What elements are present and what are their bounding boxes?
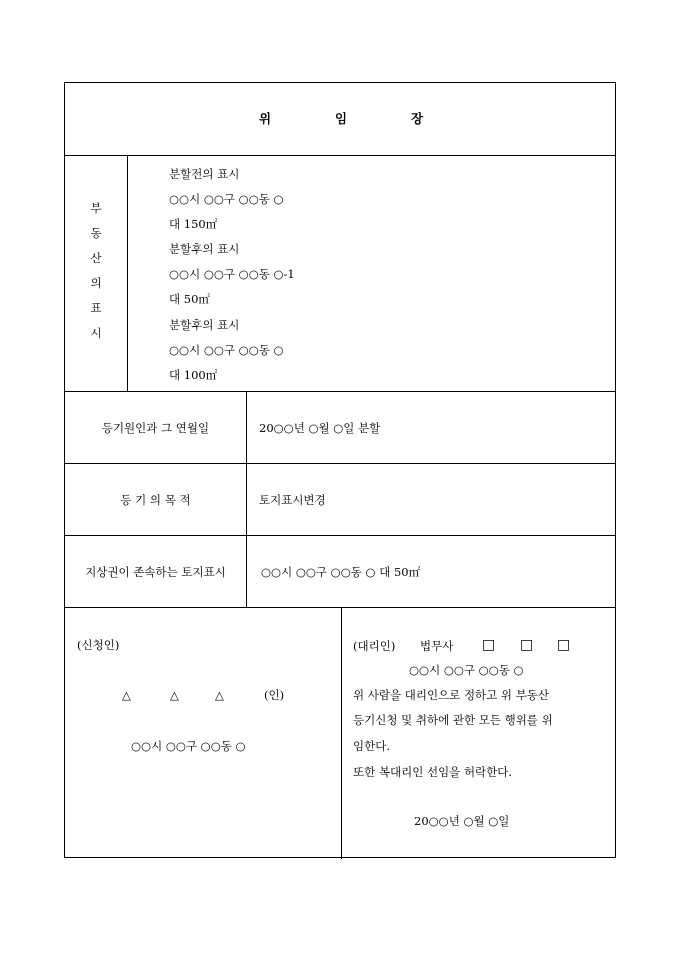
power-of-attorney-form [64,82,616,858]
land-value: ○○시 ○○구 ○○동 ○ 대 50㎡ [261,565,421,579]
applicant-seal: (인) [264,688,285,702]
agent-text-line: 또한 복대리인 선임을 허락한다. [353,765,513,779]
property-line: ○○시 ○○구 ○○동 ○ [169,343,284,357]
applicant-mark: △ [215,688,224,702]
agent-text-line: 위 사람을 대리인으로 정하고 위 부동산 [353,688,550,702]
purpose-value: 토지표시변경 [259,493,326,507]
property-line: 대 50㎡ [169,292,210,306]
property-label-char: 의 [90,276,102,290]
agent-address: ○○시 ○○구 ○○동 ○ [409,663,524,677]
property-label-char: 산 [90,251,102,265]
cause-value: 20○○년 ○월 ○일 분할 [259,421,381,435]
agent-label: (대리인) [353,639,396,653]
property-label-char: 부 [90,201,102,215]
agent-text-line: 등기신청 및 취하에 관한 모든 행위를 위 [353,713,553,727]
property-line: 대 100㎡ [169,368,218,382]
divider [246,391,247,607]
property-line: ○○시 ○○구 ○○동 ○ [169,192,284,206]
applicant-address: ○○시 ○○구 ○○동 ○ [131,739,246,753]
agent-date: 20○○년 ○월 ○일 [414,814,510,828]
property-line: 분할후의 표시 [169,318,240,332]
title-char: 임 [335,111,348,126]
land-label: 지상권이 존속하는 토지표시 [85,565,226,579]
property-label-char: 표 [90,301,102,315]
title-char: 위 [259,111,272,126]
divider [65,463,615,464]
agent-text-line: 임한다. [353,739,390,753]
cause-label: 등기원인과 그 연월일 [101,421,210,435]
property-line: ○○시 ○○구 ○○동 ○-1 [169,267,295,281]
applicant-mark: △ [122,688,131,702]
agent-box: □ [557,637,571,653]
agent-box: □ [520,637,534,653]
agent-title: 법무사 [420,639,454,653]
divider [341,607,342,859]
property-line: 분할후의 표시 [169,242,240,256]
agent-box: □ [482,637,496,653]
purpose-label: 등 기 의 목 적 [120,493,191,507]
divider [65,391,615,392]
title-char: 장 [411,111,424,126]
divider [127,155,128,391]
applicant-mark: △ [170,688,179,702]
property-label-char: 시 [90,326,102,340]
divider [65,607,615,608]
divider [65,155,615,156]
property-line: 대 150㎡ [169,217,218,231]
property-line: 분할전의 표시 [169,167,240,181]
property-label-char: 동 [90,226,102,240]
applicant-label: (신청인) [77,638,120,652]
divider [65,535,615,536]
property-label [65,201,127,351]
